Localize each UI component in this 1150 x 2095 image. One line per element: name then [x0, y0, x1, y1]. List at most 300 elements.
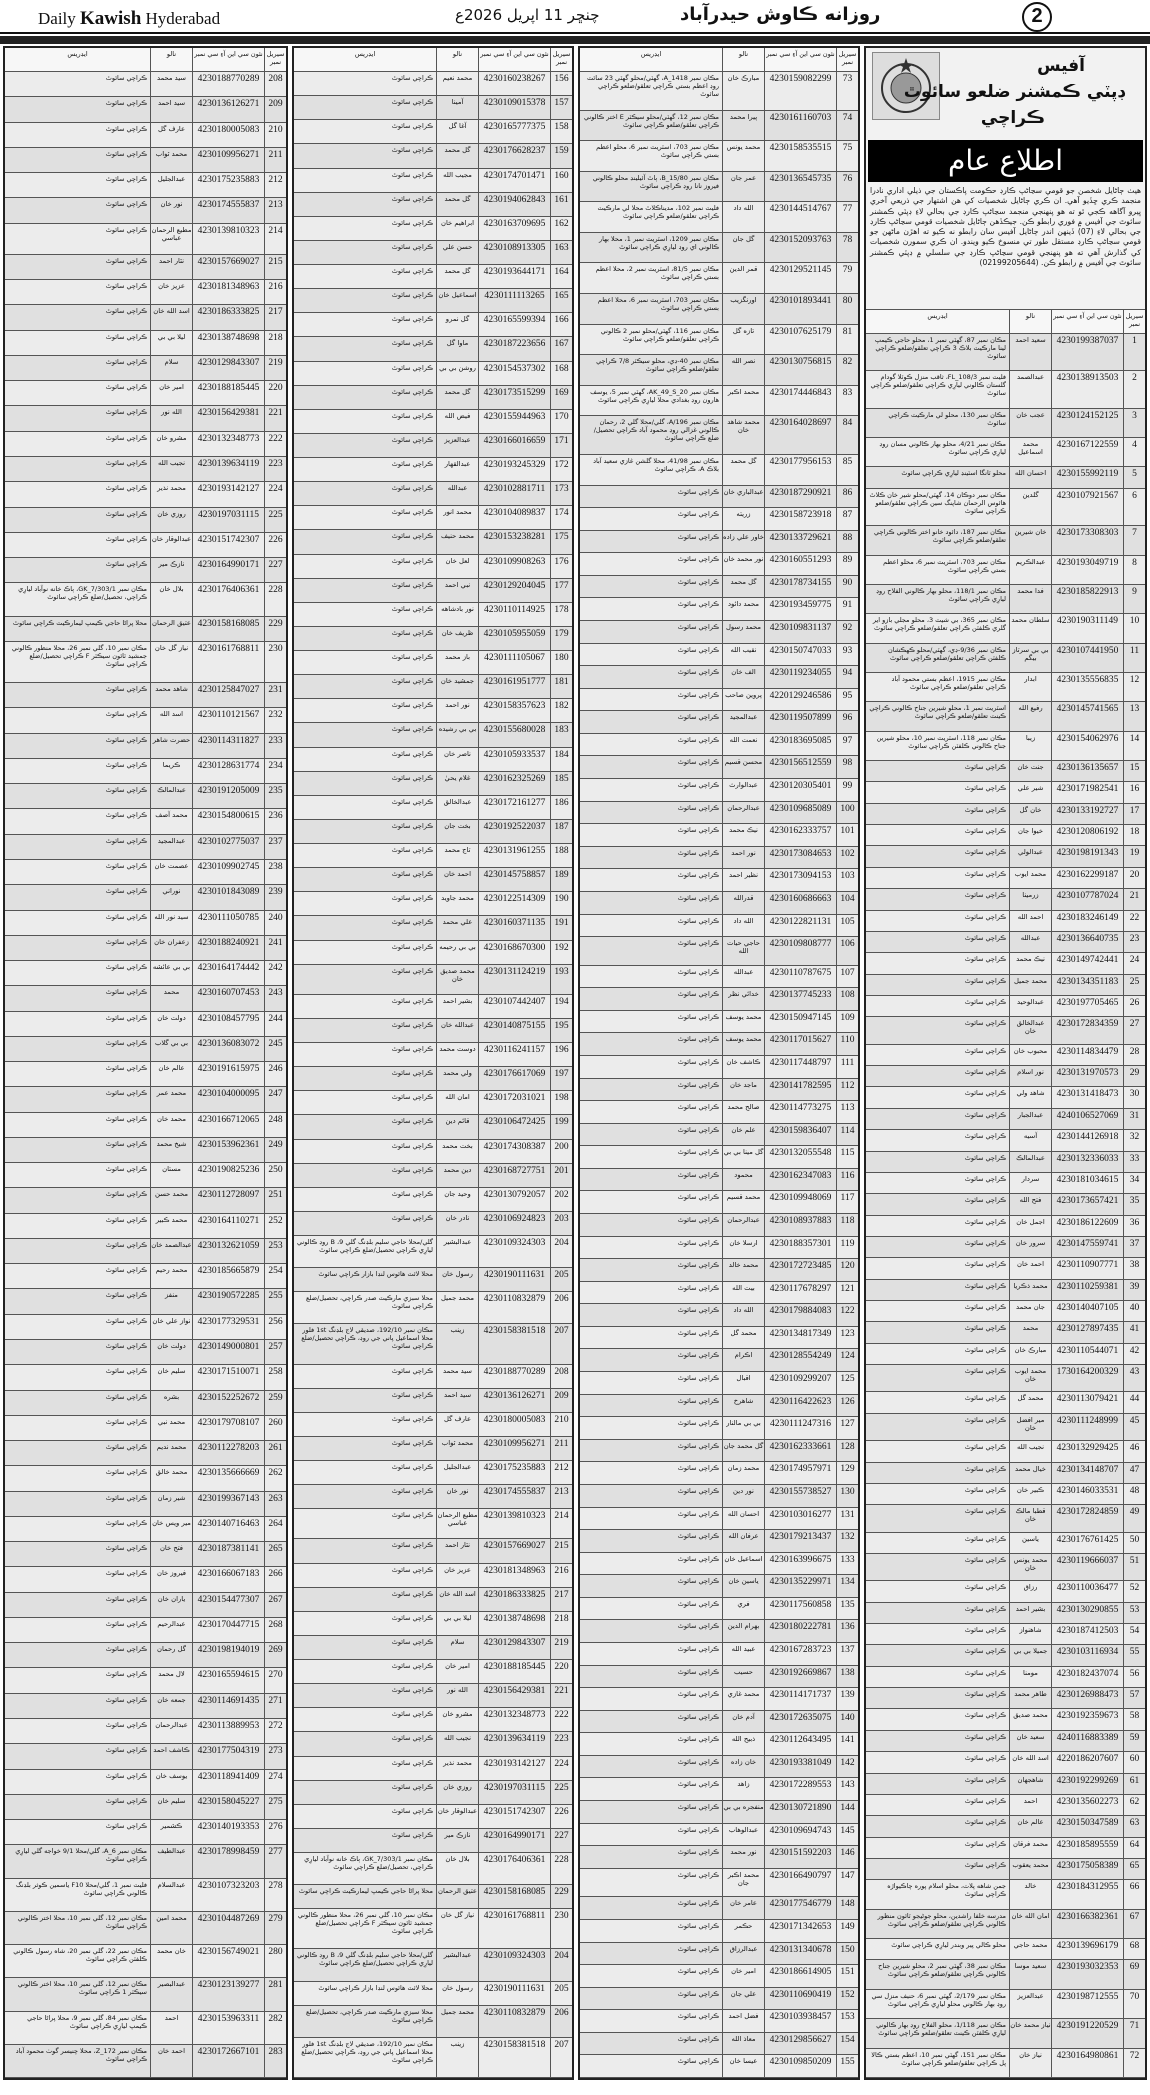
table-row [580, 1282, 858, 1305]
cnic-number: 4230150747033 [764, 644, 836, 666]
address: گلي/محلا حاجي سليم بلڊنگ گلي 9، B روڊ ڪالوني ليارِي ڪراچي تحصيل/ضلع ڪراچي سائوٿ [296, 1238, 433, 1254]
address: ڪراچي سائوٿ [105, 1569, 147, 1578]
table-row [294, 1949, 572, 1981]
table-row [294, 1019, 572, 1043]
header-address: ايڊريس [354, 50, 376, 58]
table-row [294, 1684, 572, 1708]
table-row [580, 1395, 858, 1418]
person-name: الله داد [722, 202, 764, 232]
serial-number: 276 [264, 1820, 286, 1844]
cnic-number: 4230157669027 [478, 1539, 550, 1562]
serial-number: 245 [264, 1037, 286, 1061]
address: ڪراچي سائوٿ [391, 1213, 433, 1222]
cnic-number: 4230109956271 [192, 148, 264, 172]
person-name: محمد نديم [150, 1441, 192, 1465]
person-name: نياز گل خان [150, 642, 192, 682]
person-name: امان الله [436, 1091, 478, 1114]
address: ڪراچي سائوٿ [677, 1735, 719, 1744]
serial-number: 79 [836, 263, 858, 293]
person-name: سيد احمد [436, 1389, 478, 1412]
serial-number: 279 [264, 1912, 286, 1944]
serial-number: 168 [550, 362, 572, 385]
serial-number: 3 [1123, 409, 1145, 437]
cnic-number: 4230190572285 [192, 1289, 264, 1313]
cnic-number: 4230164980861 [1051, 2049, 1123, 2077]
table-row [580, 172, 858, 203]
address: ڪراچي سائوٿ [964, 805, 1006, 814]
serial-number: 107 [836, 966, 858, 988]
person-name: عبدالصمد [1009, 371, 1051, 407]
cnic-number: 4230193245329 [478, 458, 550, 481]
address: ڪراچي سائوٿ [391, 194, 433, 203]
table-row [866, 975, 1145, 996]
serial-number: 257 [264, 1340, 286, 1364]
table-row [5, 784, 286, 809]
serial-number: 37 [1123, 1237, 1145, 1257]
address: ڪراچي سائوٿ [105, 1316, 147, 1325]
cnic-number: 4230107625179 [764, 325, 836, 355]
serial-number: 225 [550, 1781, 572, 1804]
address: ڪراچي سائوٿ [964, 1775, 1006, 1784]
address: مڪان نمبر 118، اسٽريٽ نمبر 10، محلو شيرين جناح ڪالوني ڪلفٽن ڪراچي سائوٿ [876, 733, 1006, 750]
person-name: سيد محمد [150, 72, 192, 96]
table-row [866, 1463, 1145, 1484]
cnic-number: 4230172824859 [1051, 1505, 1123, 1531]
person-name: محمد جميل [436, 2006, 478, 2037]
person-name: خالد [1009, 1880, 1051, 1908]
table-row [294, 530, 572, 554]
address: ڪراچي سائوٿ [964, 1464, 1006, 1473]
person-name: گل محمد جان [722, 1440, 764, 1462]
cnic-number: 4230112728097 [192, 1188, 264, 1212]
table-row [580, 1711, 858, 1734]
table-row [866, 1960, 1145, 1989]
address: ڪراچي سائوٿ [391, 291, 433, 300]
address: محلو ٽانگا اسٽينڊ ليارِي ڪراچي سائوٿ [901, 469, 1006, 478]
cnic-number: 4230187381141 [192, 1542, 264, 1566]
serial-number: 206 [550, 1292, 572, 1323]
person-name: عامر خان [722, 1897, 764, 1919]
person-name: محمد يونس خان [1009, 1554, 1051, 1580]
cnic-number: 4230181348963 [192, 280, 264, 304]
person-name: محمد دائود [722, 598, 764, 620]
address: مڪان نمبر 151، گهٽي نمبر 10، اعظم بستي ڪالا پل ڪراچي تعلقو/ضلعو ڪراچي سائوٿ [871, 2050, 1006, 2067]
address: ڪراچي سائوٿ [105, 685, 147, 694]
person-name: محمد ايوب [1009, 868, 1051, 888]
address: مڪان نمبر 6_A، گلي/محلا 9/1 خواجه گلي ليارِي ڪراچي سائوٿ [15, 1847, 147, 1864]
cnic-number: 4230160371135 [478, 916, 550, 939]
address: ڪراچي سائوٿ [964, 1690, 1006, 1699]
address: اسٽريٽ نمبر 1، محلو شيرين جناح ڪالوني ڪراچي ڪينٽ تعلقو/ضلعو ڪراچي سائوٿ [869, 704, 1006, 721]
address: ڪراچي سائوٿ [677, 1396, 719, 1405]
serial-number: 22 [1123, 911, 1145, 931]
serial-number: 259 [264, 1391, 286, 1415]
table-row [294, 1365, 572, 1389]
cnic-number: 4230154800615 [192, 809, 264, 833]
table-row [580, 1372, 858, 1395]
address: ڪراچي سائوٿ [391, 749, 433, 758]
person-name: سعيد خان [1009, 1731, 1051, 1751]
table-row [294, 1805, 572, 1829]
serial-number: 228 [550, 1853, 572, 1884]
cnic-number: 4230162299187 [1051, 868, 1123, 888]
address: ڪراچي سائوٿ [391, 725, 433, 734]
table-row [580, 1943, 858, 1966]
cnic-number: 4230177504319 [192, 1744, 264, 1768]
serial-number: 260 [264, 1416, 286, 1440]
header-serial: سيريل نمبر [550, 48, 572, 71]
table-row [5, 1365, 286, 1390]
serial-number: 249 [264, 1138, 286, 1162]
person-name: حڪمر [722, 1920, 764, 1942]
person-name: احمد خان [436, 868, 478, 891]
serial-number: 67 [1123, 1910, 1145, 1938]
person-name: مجيب الله [436, 169, 478, 192]
serial-number: 163 [550, 241, 572, 264]
serial-number: 236 [264, 809, 286, 833]
serial-number: 203 [550, 1212, 572, 1235]
serial-number: 269 [264, 1643, 286, 1667]
serial-number: 127 [836, 1417, 858, 1439]
serial-number: 209 [264, 97, 286, 121]
table-row [294, 1164, 572, 1188]
person-name: امير خان [150, 381, 192, 405]
serial-number: 131 [836, 1508, 858, 1530]
address: ڪراچي سائوٿ [964, 1555, 1006, 1564]
cnic-number: 4230171982541 [1051, 782, 1123, 802]
cnic-number: 4230146033531 [1051, 1484, 1123, 1504]
person-name: اڪرام [722, 1349, 764, 1371]
address: مڪان نمبر 87، گهٽي نمبر 1، محلو حاجي ڪيمپ لينا مارڪيٽ بلاڪ 3 ڪراچي تعلقو/ضلعو ڪراچي سائوٿ [874, 336, 1006, 360]
table-row [294, 313, 572, 337]
address: ڪراچي سائوٿ [391, 1782, 433, 1791]
person-name: گل رحمان [150, 1643, 192, 1667]
address: ڪراچي سائوٿ [391, 1613, 433, 1622]
cnic-number: 4230188185445 [478, 1660, 550, 1683]
person-name: عارف گل [150, 123, 192, 147]
serial-number: 103 [836, 869, 858, 891]
cnic-number: 4230145758857 [478, 868, 550, 891]
table-row [5, 1795, 286, 1820]
cnic-number: 4230172667101 [192, 2045, 264, 2077]
address: ڪراچي سائوٿ [964, 1507, 1006, 1516]
serial-number: 221 [550, 1684, 572, 1707]
cnic-number: 4230106472425 [478, 1115, 550, 1138]
cnic-number: 4230173094153 [764, 869, 836, 891]
table-row [866, 1280, 1145, 1301]
serial-number: 230 [550, 1909, 572, 1948]
address: ڪراچي سائوٿ [391, 387, 433, 396]
person-name: ليلا بي بي [150, 331, 192, 355]
serial-number: 76 [836, 172, 858, 202]
cnic-number: 4230197031115 [192, 508, 264, 532]
address: مڪان نمبر 192/10، صديقي لاج بلڊنگ 1st فلور محلا اسماعيل پاني جي روڊ، ڪراچي تحصيل/ضلع ڪراچي سائوٿ [301, 2039, 433, 2064]
cnic-number: 4230162333661 [764, 1440, 836, 1462]
serial-number: 10 [1123, 614, 1145, 642]
table-row [294, 362, 572, 386]
address: ڪراچي سائوٿ [391, 1511, 433, 1520]
address: ڪراچي سائوٿ [105, 99, 147, 108]
address: ڪراچي سائوٿ [105, 710, 147, 719]
serial-number: 129 [836, 1462, 858, 1484]
person-name: عبدالعزيز [1009, 1990, 1051, 2018]
person-name: خان زاده [722, 1756, 764, 1778]
table-row [580, 1733, 858, 1756]
address: جمن شاهه پلاٽ، محلو اسلام پوره چاڪيواڙه ڪراچي سائوٿ [887, 1882, 1006, 1899]
person-name: ابراهيم خان [436, 217, 478, 240]
cnic-number: 4230108457795 [192, 1012, 264, 1036]
person-name: نعمت الله [722, 734, 764, 756]
serial-number: 40 [1123, 1301, 1145, 1321]
cnic-number: 4230174555837 [192, 198, 264, 222]
address: ڪراچي سائوٿ [964, 1534, 1006, 1543]
header-cnic: نئون سي اين آءِ سي نمبر [192, 48, 264, 71]
person-name: گل محمد [436, 144, 478, 167]
address: ڪراچي سائوٿ [677, 1419, 719, 1428]
table-row [866, 526, 1145, 555]
cnic-number: 4230111105067 [478, 651, 550, 674]
person-name: سعيد احمد [1009, 334, 1051, 370]
person-name: عزيز خان [436, 1564, 478, 1587]
table-row [5, 1912, 286, 1945]
person-name: تاج محمد [436, 844, 478, 867]
serial-number: 159 [550, 144, 572, 167]
person-name: سليم خان [150, 1795, 192, 1819]
person-name: صالح محمد [722, 1101, 764, 1123]
address: ڪراچي سائوٿ [964, 1367, 1006, 1376]
serial-number: 78 [836, 233, 858, 263]
table-row [294, 916, 572, 940]
table-row [5, 1820, 286, 1845]
person-name: محمد امين [150, 1912, 192, 1944]
serial-number: 160 [550, 169, 572, 192]
cnic-number: 4230110036477 [1051, 1581, 1123, 1601]
address: ڪراچي سائوٿ [105, 175, 147, 184]
cnic-number: 4230102881711 [478, 482, 550, 505]
address: ڪراچي سائوٿ [391, 1438, 433, 1447]
serial-number: 239 [264, 885, 286, 909]
table-row [580, 892, 858, 915]
cnic-number: 4230102775037 [192, 835, 264, 859]
serial-number: 275 [264, 1795, 286, 1819]
cnic-number: 4230171342653 [764, 1920, 836, 1942]
serial-number: 97 [836, 734, 858, 756]
serial-number: 251 [264, 1188, 286, 1212]
address: ڪراچي سائوٿ [677, 916, 719, 925]
cnic-number: 4230181348963 [478, 1564, 550, 1587]
person-name: بي بي عائشه [150, 961, 192, 985]
person-name: لال محمد [150, 1668, 192, 1692]
cnic-number: 4230187412503 [1051, 1624, 1123, 1644]
serial-number: 101 [836, 824, 858, 846]
serial-number: 201 [550, 1164, 572, 1187]
address: ڪراچي سائوٿ [391, 508, 433, 517]
person-name: منفجره بي بي [722, 1801, 764, 1823]
serial-number: 58 [1123, 1709, 1145, 1729]
table-row [580, 1553, 858, 1576]
address: ڪراچي سائوٿ [391, 435, 433, 444]
table-row [866, 1533, 1145, 1554]
cnic-number: 4230131418473 [1051, 1087, 1123, 1107]
person-name: مطيع الرحمان عباسي [150, 224, 192, 254]
table-row [580, 355, 858, 386]
address: ڪراچي سائوٿ [964, 1196, 1006, 1205]
person-name: عبدالوارث [722, 779, 764, 801]
cnic-number: 4230156429381 [192, 406, 264, 430]
person-name: بلال خان [150, 583, 192, 615]
person-name: روزي خان [436, 1781, 478, 1804]
address: مڪان نمبر 2/179، گهٽي نمبر 6، حنيف منزل سي روڊ بهار ڪالوني محلو ليارِي ڪراچي سائوٿ [871, 1991, 1006, 2008]
serial-number: 280 [264, 1945, 286, 1977]
cnic-number: 4230150347589 [1051, 1816, 1123, 1836]
cnic-number: 4230160686663 [764, 892, 836, 914]
address: ڪراچي سائوٿ [391, 821, 433, 830]
person-name: عبدالولي [1009, 846, 1051, 866]
serial-number: 49 [1123, 1505, 1145, 1531]
serial-number: 82 [836, 355, 858, 385]
address: ڪراچي سائوٿ [677, 1012, 719, 1021]
address: ڪراچي سائوٿ [677, 1967, 719, 1976]
serial-number: 208 [264, 72, 286, 96]
serial-number: 38 [1123, 1258, 1145, 1278]
table-column-2 [578, 46, 860, 2080]
person-name: ڪاشف خان [722, 1056, 764, 1078]
cnic-number: 4230128631774 [192, 759, 264, 783]
cnic-number: 4230158168085 [192, 617, 264, 641]
person-name: عبدالله [1009, 932, 1051, 952]
serial-number: 50 [1123, 1533, 1145, 1553]
cnic-number: 4230173657421 [1051, 1194, 1123, 1214]
cnic-number: 4230109015378 [478, 96, 550, 119]
person-name: عبدالرزاق [722, 1943, 764, 1965]
table-row [294, 965, 572, 995]
table-row [580, 294, 858, 325]
address: ڪراچي سائوٿ [677, 1554, 719, 1563]
serial-number: 190 [550, 892, 572, 915]
address: ڪراچي سائوٿ [677, 758, 719, 767]
person-name: پيرا محمد [722, 111, 764, 141]
person-name: محمد اسماعيل [1009, 438, 1051, 466]
person-name: عبدالقهار [436, 458, 478, 481]
cnic-number: 4230157669027 [192, 255, 264, 279]
serial-number: 46 [1123, 1441, 1145, 1461]
address: ڪراچي سائوٿ [391, 653, 433, 661]
cnic-number: 4230161160703 [764, 111, 836, 141]
address: ڪراچي سائوٿ [391, 339, 433, 348]
table-row [294, 1268, 572, 1292]
cnic-number: 4230186333825 [192, 305, 264, 329]
cnic-number: 4230151592203 [764, 1846, 836, 1868]
serial-number: 204 [550, 1949, 572, 1980]
person-name: فضل احمد [722, 2010, 764, 2032]
cnic-number: 4230129521145 [764, 263, 836, 293]
person-name: محمد اڪبر [722, 386, 764, 416]
person-name: محمد اڪبر جان [722, 1869, 764, 1897]
cnic-number: 4230175235883 [192, 173, 264, 197]
cnic-number: 4230120305401 [764, 779, 836, 801]
person-name: محمد نعيم [436, 72, 478, 95]
serial-number: 214 [264, 224, 286, 254]
cnic-number: 4230160238267 [478, 72, 550, 95]
serial-number: 235 [264, 784, 286, 808]
serial-number: 7 [1123, 526, 1145, 554]
address: ڪراچي سائوٿ [391, 894, 433, 903]
address: ڪراچي سائوٿ [677, 1283, 719, 1292]
person-name: مير ويس خان [150, 1517, 192, 1541]
cnic-number: 4230129204045 [478, 579, 550, 602]
person-name: وحيد جان [436, 1188, 478, 1211]
person-name: مطيع الرحمان عباسي [436, 1509, 478, 1538]
serial-number: 146 [836, 1846, 858, 1868]
cnic-number: 4230114773275 [764, 1101, 836, 1123]
cnic-number: 4230184312955 [1051, 1880, 1123, 1908]
table-row [5, 1492, 286, 1517]
address: ڪراچي سائوٿ [105, 811, 147, 820]
serial-number: 165 [550, 289, 572, 312]
serial-number: 18 [1123, 825, 1145, 845]
person-name: سيد احمد [150, 97, 192, 121]
person-name: عبدالرحمان [722, 1214, 764, 1236]
table-row [294, 1212, 572, 1236]
cnic-number: 4230130792057 [478, 1188, 550, 1211]
cnic-number: 4230165594615 [192, 1668, 264, 1692]
cnic-number: 4230118941409 [192, 1770, 264, 1794]
address: ڪراچي سائوٿ [677, 1780, 719, 1789]
address: ڪراچي سائوٿ [105, 1645, 147, 1654]
serial-number: 282 [264, 2012, 286, 2044]
address: ڪراچي سائوٿ [391, 484, 433, 493]
person-name: گلدين [1009, 489, 1051, 525]
address: ڪراچي سائوٿ [677, 1577, 719, 1586]
person-name: مبارڪ خان [722, 72, 764, 110]
serial-number: 157 [550, 96, 572, 119]
serial-number: 208 [550, 1365, 572, 1388]
address: ڪراچي سائوٿ [677, 990, 719, 999]
address: ڪراچي سائوٿ [105, 200, 147, 209]
serial-number: 53 [1123, 1603, 1145, 1623]
person-name: محمد يوسف [722, 1011, 764, 1033]
table-row [580, 1801, 858, 1824]
serial-number: 89 [836, 553, 858, 575]
table-row [580, 263, 858, 294]
table-row [580, 508, 858, 531]
serial-number: 147 [836, 1869, 858, 1897]
person-name: فري [722, 1598, 764, 1620]
table-row [866, 585, 1145, 614]
address: مڪان نمبر 38، گهٽي نمبر 2، محلو شيرين جناح ڪالوني ڪراچي تعلقو/ضلعو ڪراچي سائوٿ [878, 1962, 1006, 1979]
person-name: نقيب الله [722, 644, 764, 666]
person-name: شاهد محمد [150, 683, 192, 707]
address: ڪراچي سائوٿ [391, 870, 433, 879]
address: مڪان نمبر 187، دائود خانو اختر ڪالوني ڪراچي تعلقو/ضلعو ڪراچي سائوٿ [874, 528, 1006, 545]
address: مڪان نمبر AK_49_S_20، گهٽي نمبر 5، يوسف هارون روڊ بغدادي محلا ليارِي ڪراچي سائوٿ [590, 387, 719, 404]
address: فليٽ نمبر 1، گلي/محلا F10 ياسمين ڪوثر بلڊنگ ڪالوني ڪراچي سائوٿ [15, 1880, 147, 1897]
table-row [866, 1688, 1145, 1709]
table-row [580, 915, 858, 938]
serial-number: 114 [836, 1124, 858, 1146]
table-row [294, 2006, 572, 2038]
address: ڪراچي سائوٿ [677, 713, 719, 722]
address: مڪان نمبر 84، گلي نمبر 9، محلا پراڻا حاجي ڪيمپ ليارِي ڪراچي سائوٿ [27, 2013, 147, 2030]
table-row [580, 1897, 858, 1920]
cnic-number: 4230135556835 [1051, 673, 1123, 701]
table-row [294, 1437, 572, 1461]
person-name: مستان [150, 1163, 192, 1187]
address: ڪراچي سائوٿ [677, 893, 719, 902]
address: ڪراچي سائوٿ [105, 534, 147, 543]
cnic-number: 4230125847027 [192, 683, 264, 707]
serial-number: 143 [836, 1778, 858, 1800]
